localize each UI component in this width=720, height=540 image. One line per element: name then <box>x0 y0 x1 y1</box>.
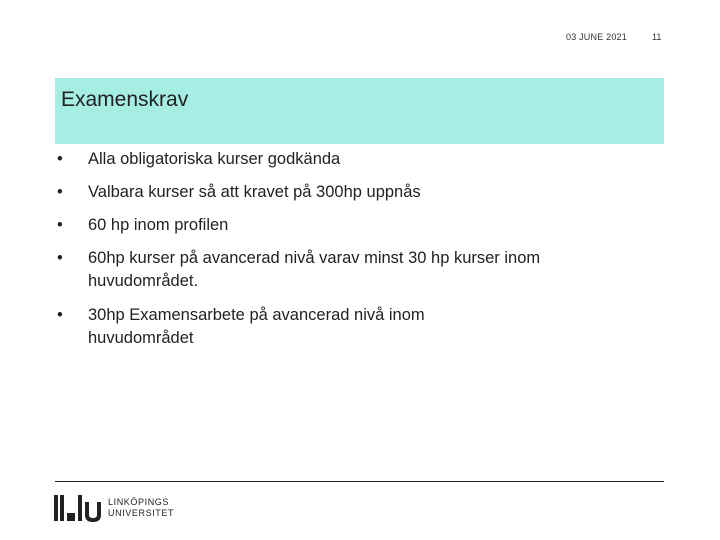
logo-line-1: LINKÖPINGS <box>108 497 170 507</box>
bullet-item <box>57 148 340 171</box>
bullet-item <box>57 214 228 237</box>
bullet-text: 60 hp inom profilen <box>88 216 229 234</box>
bullet-text: Alla obligatoriska kurser godkända <box>88 150 341 168</box>
slide-date: 03 JUNE 2021 <box>566 32 627 42</box>
logo-line-2: UNIVERSITET <box>108 508 175 518</box>
bullet-marker: • <box>57 150 63 168</box>
title-bar <box>55 78 664 144</box>
bullet-marker: • <box>57 216 63 234</box>
slide-title: Examenskrav <box>61 88 189 111</box>
bullet-marker: • <box>57 183 63 201</box>
bullet-item <box>57 304 518 350</box>
bullet-item <box>57 247 608 293</box>
bullet-marker: • <box>57 249 63 267</box>
slide-header <box>0 32 720 46</box>
bullet-item <box>57 181 421 204</box>
bullet-text: 60hp kurser på avancerad nivå varav minst 30 hp kurser inom huvudområdet. <box>88 249 541 290</box>
footer-divider <box>55 481 664 482</box>
university-logo <box>54 494 184 524</box>
bullet-text: Valbara kurser så att kravet på 300hp uppnås <box>88 183 421 201</box>
bullet-marker: • <box>57 306 63 324</box>
liu-logo-icon <box>54 494 104 524</box>
slide-number: 11 <box>652 32 662 42</box>
logo-wordmark <box>108 497 174 519</box>
bullet-text: 30hp Examensarbete på avancerad nivå inom huvudområdet <box>88 306 425 347</box>
